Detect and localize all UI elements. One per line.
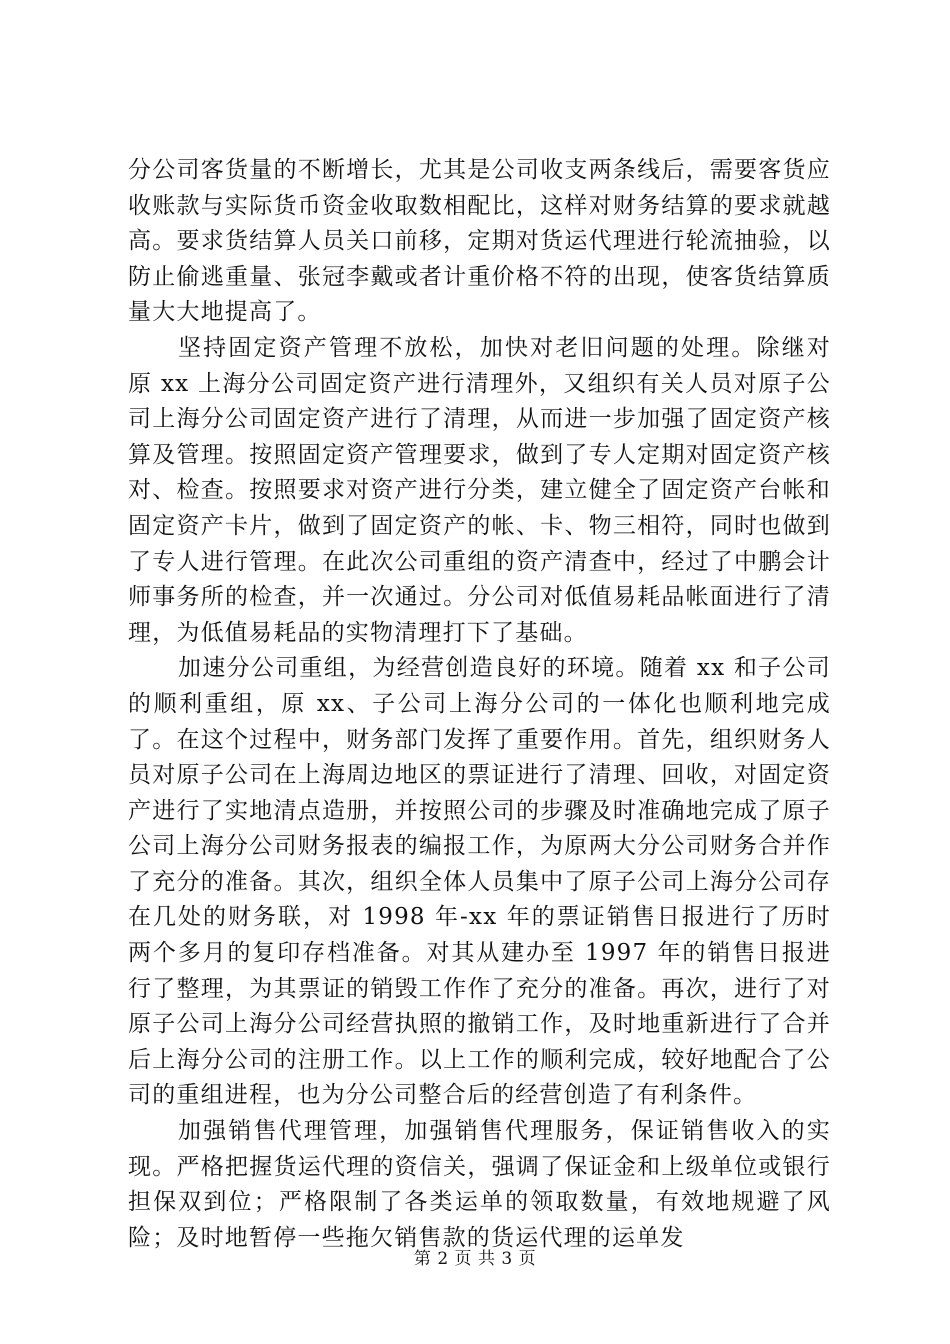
page-footer: 第 2 页 共 3 页 (413, 1249, 537, 1269)
document-body (128, 153, 831, 1256)
paragraph-1: 分公司客货量的不断增长，尤其是公司收支两条线后，需要客货应收账款与实际货币资金收取数相配比，这样对财务结算的要求就越高。要求货结算人员关口前移，定期对货运代理进行轮流抽验，以防止偷逃重量、张冠李戴或者计重价格不符的出现，使客货结算质量大大地提高了。 (128, 157, 831, 326)
paragraph-3: 加速分公司重组，为经营创造良好的环境。随着 xx 和子公司的顺利重组，原 xx、子公司上海分公司的一体化也顺利地完成了。在这个过程中，财务部门发挥了重要作用。首先，组织财务人员对原子公司在上海周边地区的票证进行了清理、回收，对固定资产进行了实地清点造册，并按照公司的步骤及时准确地完成了原子公司上海分公司财务报表的编报工作，为原两大分公司财务合并作了充分的准备。其次，组织全体人员集中了原子公司上海分公司存在几处的财务联，对 1998 年-xx 年的票证销售日报进行了历时两个多月的复印存档准备。对其从建办至 1997 年的销售日报进行了整理，为其票证的销毁工作作了充分的准备。再次，进行了对原子公司上海分公司经营执照的撤销工作，及时地重新进行了合并后上海分公司的注册工作。以上工作的顺利完成，较好地配合了公司的重组进程，也为分公司整合后的经营创造了有利条件。 (128, 655, 831, 1109)
paragraph-2: 坚持固定资产管理不放松，加快对老旧问题的处理。除继对原 xx 上海分公司固定资产进行清理外，又组织有关人员对原子公司上海分公司固定资产进行了清理，从而进一步加强了固定资产核算及管理。按照固定资产管理要求，做到了专人定期对固定资产核对、检查。按照要求对资产进行分类，建立健全了固定资产台帐和固定资产卡片，做到了固定资产的帐、卡、物三相符，同时也做到了专人进行管理。在此次公司重组的资产清查中，经过了中鹏会计师事务所的检查，并一次通过。分公司对低值易耗品帐面进行了清理，为低值易耗品的实物清理打下了基础。 (128, 334, 831, 646)
paragraph-4: 加强销售代理管理，加强销售代理服务，保证销售收入的实现。严格把握货运代理的资信关，强调了保证金和上级单位或银行担保双到位；严格限制了各类运单的领取数量，有效地规避了风险；及时地暂停一些拖欠销售款的货运代理的运单发 (128, 1118, 831, 1251)
